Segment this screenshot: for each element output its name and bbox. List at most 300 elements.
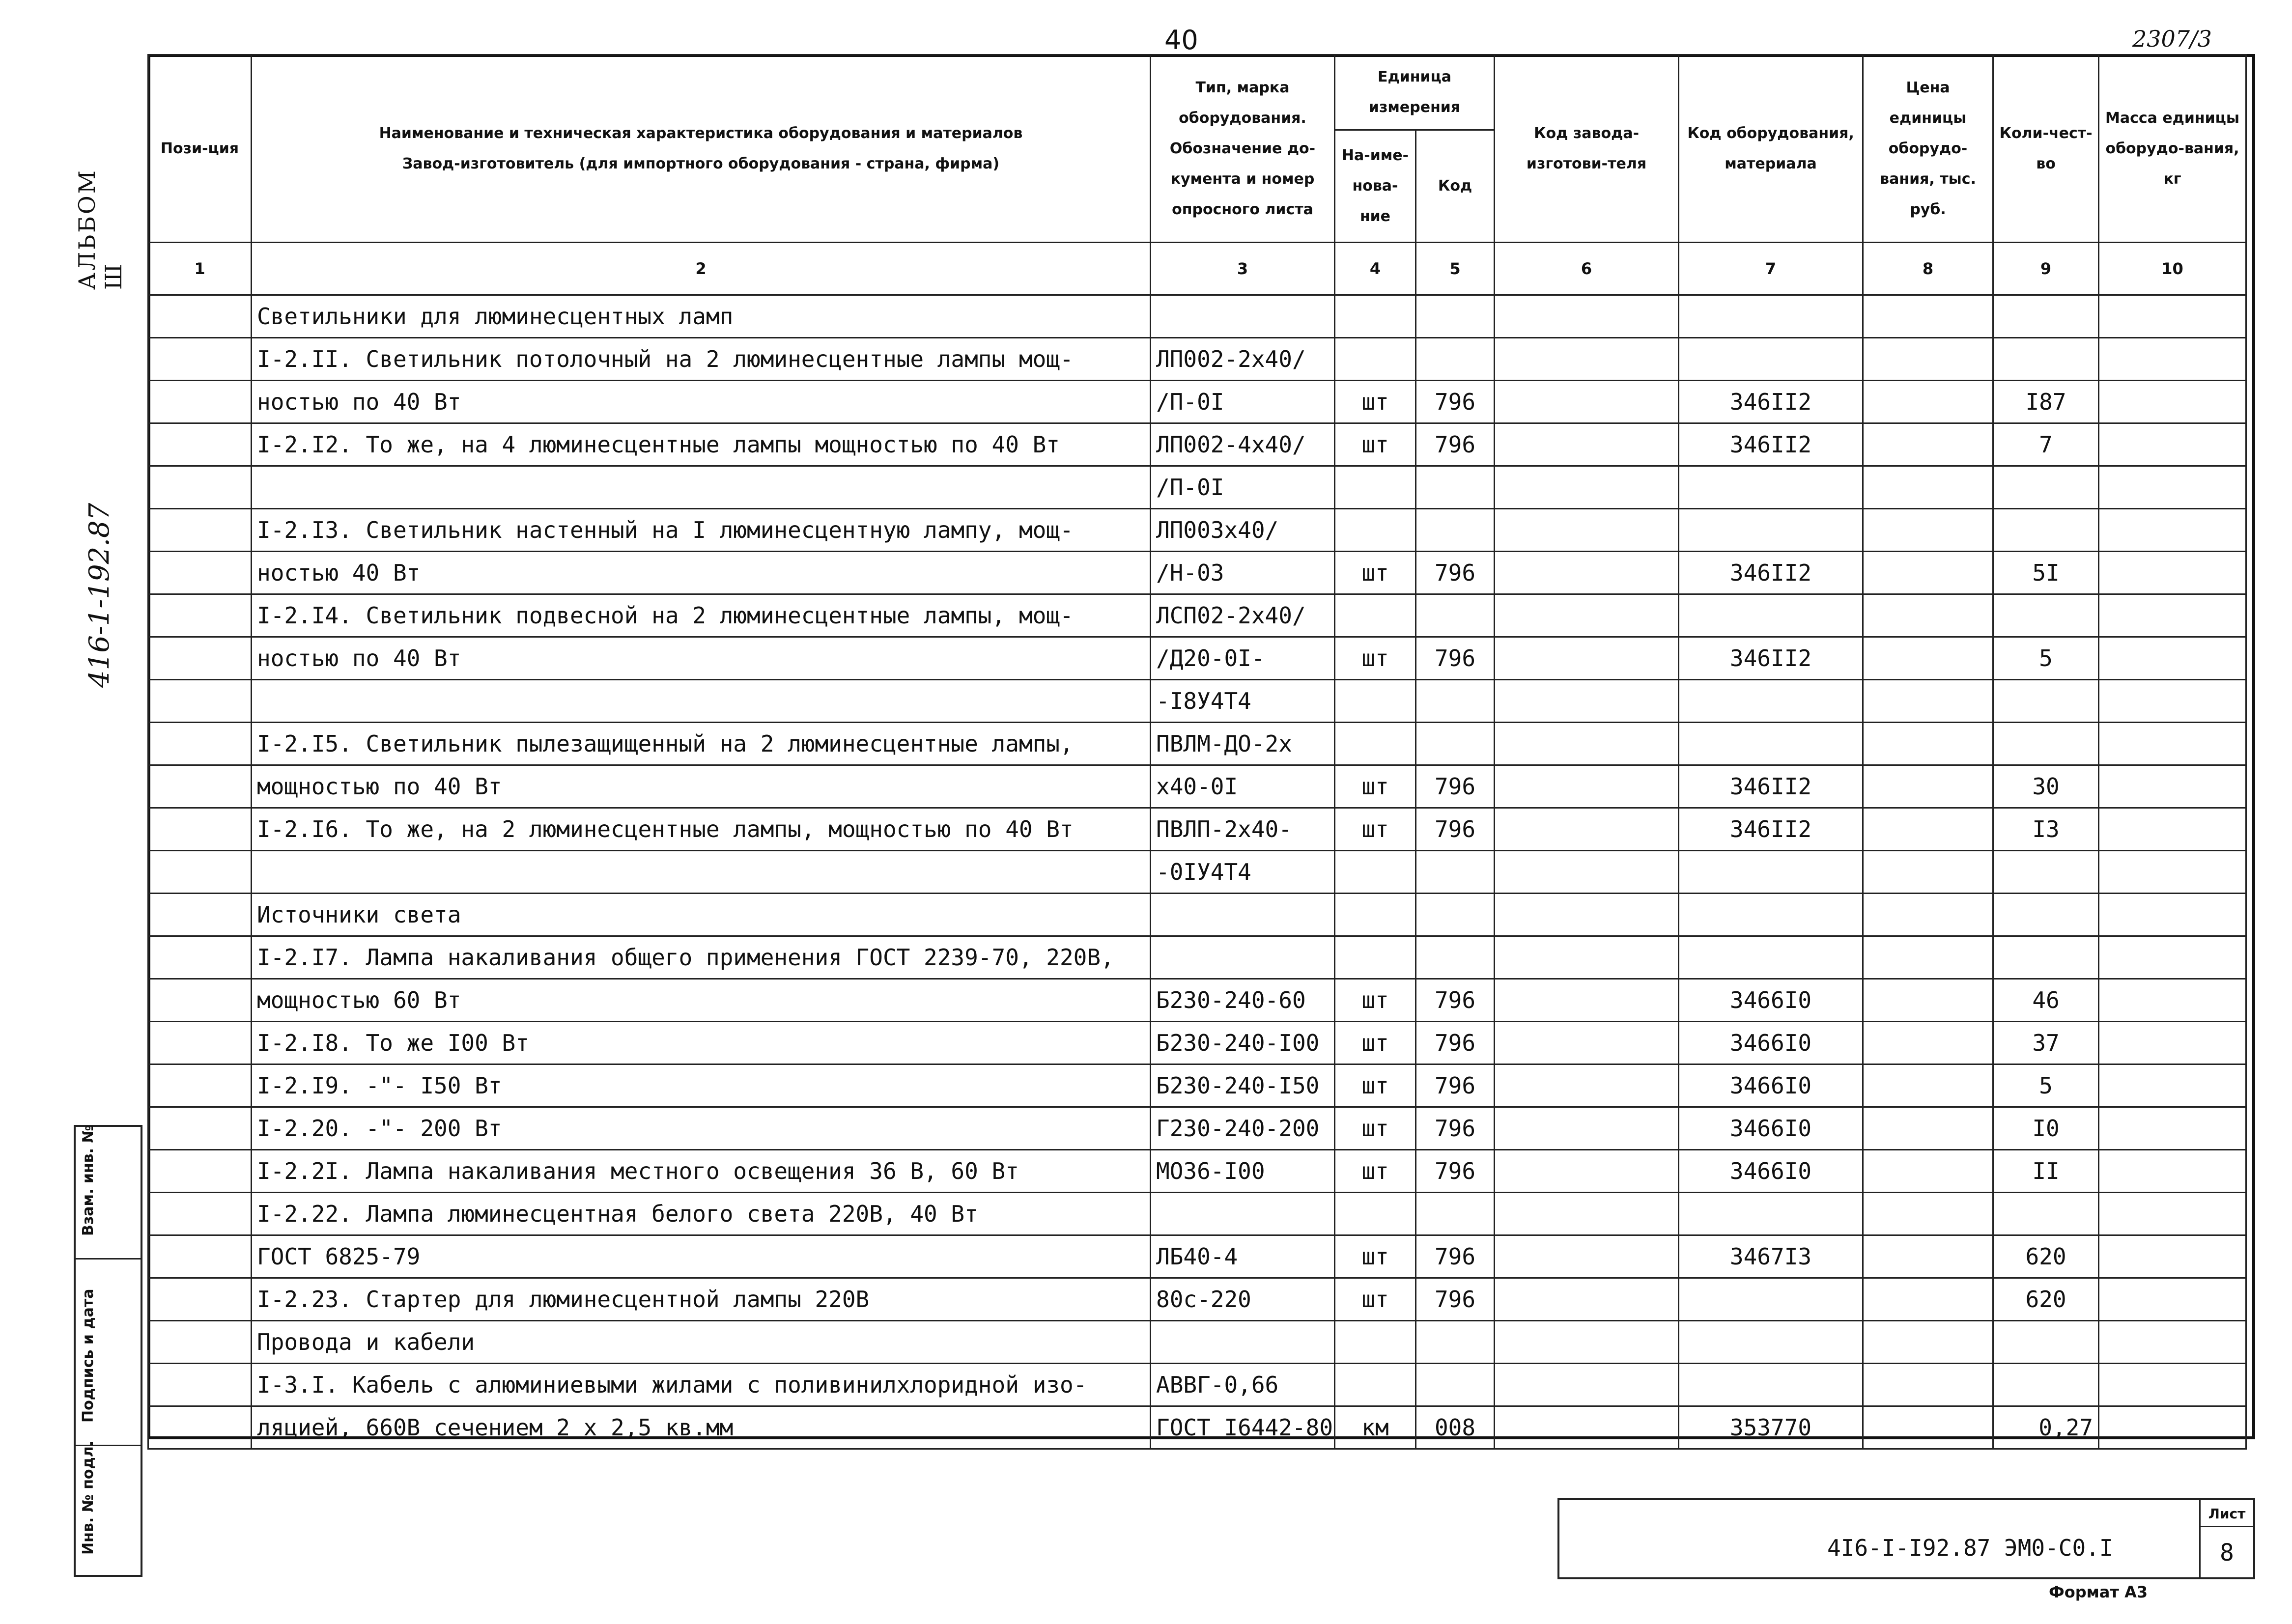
stamp-cell-inventory (76, 1440, 141, 1577)
cell-position (148, 1064, 252, 1107)
cell-position (148, 1235, 252, 1278)
cell-mass (2099, 1278, 2246, 1321)
cell-type: -0IУ4Т4 (1151, 851, 1335, 894)
paper-format: Формат А3 (2049, 1583, 2148, 1601)
cell-material-code (1679, 1364, 1863, 1406)
cell-quantity (1993, 338, 2099, 381)
cell-type: ЛСП02-2х40/ (1151, 594, 1335, 637)
cell-mass (2099, 723, 2246, 765)
cell-plant-code (1495, 936, 1679, 979)
cell-material-code (1679, 1193, 1863, 1235)
cell-type: /Н-03 (1151, 552, 1335, 594)
cell-quantity (1993, 1321, 2099, 1364)
stamp-label-inventory: Инв. № подл. (80, 1440, 97, 1555)
cell-name: ляцией, 660В сечением 2 х 2,5 кв.мм (252, 1406, 1151, 1449)
cell-quantity: 46 (1993, 979, 2099, 1022)
cell-unit: шт (1335, 1022, 1416, 1064)
cell-position (148, 295, 252, 338)
cell-unit (1335, 295, 1416, 338)
cell-material-code (1679, 338, 1863, 381)
cell-type: ЛБ40-4 (1151, 1235, 1335, 1278)
cell-material-code (1679, 594, 1863, 637)
cell-type: -I8У4Т4 (1151, 680, 1335, 723)
cell-quantity: 5 (1993, 1064, 2099, 1107)
cell-type: х40-0I (1151, 765, 1335, 808)
cell-unit-code (1416, 509, 1495, 552)
col-header-name (252, 55, 1151, 243)
cell-material-code: 3467I3 (1679, 1235, 1863, 1278)
cell-type: Б230-240-60 (1151, 979, 1335, 1022)
cell-name: I-2.I8. То же I00 Вт (252, 1022, 1151, 1064)
cell-type (1151, 295, 1335, 338)
title-block (1557, 1498, 2255, 1579)
table-row (148, 1364, 2246, 1406)
cell-plant-code (1495, 1321, 1679, 1364)
cell-unit-code: 796 (1416, 765, 1495, 808)
table-row (148, 1022, 2246, 1064)
cell-unit-code: 796 (1416, 808, 1495, 851)
cell-quantity: 7 (1993, 423, 2099, 466)
cell-plant-code (1495, 765, 1679, 808)
cell-mass (2099, 851, 2246, 894)
cell-position (148, 509, 252, 552)
cell-name: мощностью по 40 Вт (252, 765, 1151, 808)
cell-unit: шт (1335, 979, 1416, 1022)
cell-price (1863, 1022, 1993, 1064)
cell-price (1863, 637, 1993, 680)
column-number: 10 (2099, 243, 2246, 295)
cell-quantity (1993, 509, 2099, 552)
table-row (148, 509, 2246, 552)
cell-type: ПВЛМ-ДО-2х (1151, 723, 1335, 765)
cell-unit (1335, 466, 1416, 509)
cell-mass (2099, 1364, 2246, 1406)
cell-position (148, 723, 252, 765)
album-label: АЛЬБОМ Ш (74, 168, 127, 290)
cell-position (148, 851, 252, 894)
cell-material-code (1679, 851, 1863, 894)
cell-type (1151, 894, 1335, 936)
cell-unit (1335, 894, 1416, 936)
cell-quantity (1993, 1193, 2099, 1235)
cell-type: ПВЛП-2х40- (1151, 808, 1335, 851)
stamp-cell-replace (76, 1127, 141, 1260)
cell-price (1863, 423, 1993, 466)
cell-unit-code: 796 (1416, 637, 1495, 680)
cell-name (252, 851, 1151, 894)
cell-quantity: 37 (1993, 1022, 2099, 1064)
table-row (148, 936, 2246, 979)
cell-material-code (1679, 509, 1863, 552)
cell-plant-code (1495, 1107, 1679, 1150)
handwritten-code: 416-1-192.87 (84, 503, 115, 688)
cell-price (1863, 1064, 1993, 1107)
cell-plant-code (1495, 509, 1679, 552)
cell-mass (2099, 1235, 2246, 1278)
cell-plant-code (1495, 723, 1679, 765)
cell-quantity: 5I (1993, 552, 2099, 594)
cell-type: /Д20-0I- (1151, 637, 1335, 680)
cell-position (148, 1278, 252, 1321)
table-row (148, 680, 2246, 723)
cell-unit (1335, 851, 1416, 894)
cell-unit-code (1416, 594, 1495, 637)
cell-name: I-2.2I. Лампа накаливания местного освещения 36 В, 60 Вт (252, 1150, 1151, 1193)
cell-name: I-2.I6. То же, на 2 люминесцентные лампы, мощностью по 40 Вт (252, 808, 1151, 851)
cell-quantity (1993, 894, 2099, 936)
cell-unit: шт (1335, 552, 1416, 594)
cell-unit-code (1416, 1364, 1495, 1406)
cell-mass (2099, 381, 2246, 423)
cell-material-code (1679, 936, 1863, 979)
col-header-price: Цена единицы оборудо-вания, тыс. руб. (1863, 55, 1993, 243)
cell-unit (1335, 680, 1416, 723)
cell-name: I-2.23. Стартер для люминесцентной лампы 220В (252, 1278, 1151, 1321)
cell-price (1863, 594, 1993, 637)
cell-plant-code (1495, 808, 1679, 851)
cell-type: Г230-240-200 (1151, 1107, 1335, 1150)
cell-unit-code: 796 (1416, 423, 1495, 466)
cell-unit: шт (1335, 637, 1416, 680)
cell-plant-code (1495, 466, 1679, 509)
column-number: 4 (1335, 243, 1416, 295)
col-header-unit-group: Единица измерения (1335, 55, 1495, 130)
cell-unit-code (1416, 1321, 1495, 1364)
cell-unit: шт (1335, 1278, 1416, 1321)
cell-unit: шт (1335, 1107, 1416, 1150)
cell-mass (2099, 637, 2246, 680)
cell-unit: шт (1335, 381, 1416, 423)
table-row (148, 1321, 2246, 1364)
cell-price (1863, 1235, 1993, 1278)
cell-material-code: 346II2 (1679, 552, 1863, 594)
cell-name: I-2.I5. Светильник пылезащищенный на 2 люминесцентные лампы, (252, 723, 1151, 765)
table-row (148, 637, 2246, 680)
cell-price (1863, 1193, 1993, 1235)
cell-name: Провода и кабели (252, 1321, 1151, 1364)
cell-name: I-3.I. Кабель с алюминиевыми жилами с поливинилхлоридной изо- (252, 1364, 1151, 1406)
cell-plant-code (1495, 1235, 1679, 1278)
cell-plant-code (1495, 295, 1679, 338)
cell-unit (1335, 936, 1416, 979)
table-row (148, 894, 2246, 936)
cell-unit-code: 796 (1416, 1150, 1495, 1193)
cell-price (1863, 765, 1993, 808)
table-row (148, 338, 2246, 381)
cell-name: ностью по 40 Вт (252, 637, 1151, 680)
cell-unit-code (1416, 338, 1495, 381)
cell-price (1863, 1278, 1993, 1321)
column-number: 8 (1863, 243, 1993, 295)
cell-price (1863, 723, 1993, 765)
cell-material-code: 353770 (1679, 1406, 1863, 1449)
col-header-position: Пози-ция (148, 55, 252, 243)
cell-type: Б230-240-I00 (1151, 1022, 1335, 1064)
cell-unit-code: 796 (1416, 552, 1495, 594)
cell-unit-code (1416, 680, 1495, 723)
cell-price (1863, 979, 1993, 1022)
cell-name: Светильники для люминесцентных ламп (252, 295, 1151, 338)
cell-type: ЛП003х40/ (1151, 509, 1335, 552)
col-header-name-line1: Наименование и техническая характеристика оборудования и материалов (379, 124, 1023, 142)
cell-name (252, 466, 1151, 509)
cell-price (1863, 808, 1993, 851)
cell-material-code: 346II2 (1679, 765, 1863, 808)
cell-price (1863, 338, 1993, 381)
cell-unit-code (1416, 295, 1495, 338)
cell-mass (2099, 552, 2246, 594)
cell-unit-code (1416, 1193, 1495, 1235)
table-row (148, 1235, 2246, 1278)
column-number: 3 (1151, 243, 1335, 295)
table-row (148, 1064, 2246, 1107)
cell-name: I-2.II. Светильник потолочный на 2 люминесцентные лампы мощ- (252, 338, 1151, 381)
table-row (148, 295, 2246, 338)
cell-mass (2099, 1321, 2246, 1364)
cell-name: I-2.20. -"- 200 Вт (252, 1107, 1151, 1150)
cell-unit-code: 796 (1416, 1064, 1495, 1107)
cell-material-code (1679, 1321, 1863, 1364)
cell-position (148, 680, 252, 723)
cell-name: Источники света (252, 894, 1151, 936)
cell-unit-code: 796 (1416, 1278, 1495, 1321)
cell-material-code (1679, 680, 1863, 723)
cell-mass (2099, 1107, 2246, 1150)
cell-unit-code (1416, 466, 1495, 509)
cell-price (1863, 936, 1993, 979)
cell-position (148, 594, 252, 637)
cell-mass (2099, 1406, 2246, 1449)
cell-price (1863, 381, 1993, 423)
cell-mass (2099, 509, 2246, 552)
column-number-row (148, 243, 2246, 295)
cell-position (148, 1406, 252, 1449)
cell-quantity: 0,27 (1993, 1406, 2099, 1449)
cell-mass (2099, 295, 2246, 338)
cell-position (148, 423, 252, 466)
cell-unit (1335, 509, 1416, 552)
cell-quantity: 620 (1993, 1235, 2099, 1278)
cell-mass (2099, 936, 2246, 979)
cell-unit-code: 796 (1416, 979, 1495, 1022)
cell-position (148, 1022, 252, 1064)
column-number: 9 (1993, 243, 2099, 295)
col-header-type: Тип, марка оборудования. Обозначение до-кумента и номер опросного листа (1151, 55, 1335, 243)
cell-plant-code (1495, 851, 1679, 894)
cell-unit-code (1416, 851, 1495, 894)
cell-position (148, 466, 252, 509)
cell-material-code (1679, 723, 1863, 765)
cell-name: I-2.I4. Светильник подвесной на 2 люминесцентные лампы, мощ- (252, 594, 1151, 637)
table-row (148, 1193, 2246, 1235)
column-number: 2 (252, 243, 1151, 295)
cell-price (1863, 851, 1993, 894)
page-number: 40 (1164, 25, 1198, 56)
cell-unit: км (1335, 1406, 1416, 1449)
cell-quantity (1993, 851, 2099, 894)
cell-plant-code (1495, 1193, 1679, 1235)
cell-mass (2099, 765, 2246, 808)
cell-plant-code (1495, 680, 1679, 723)
cell-plant-code (1495, 637, 1679, 680)
cell-position (148, 1321, 252, 1364)
cell-mass (2099, 338, 2246, 381)
cell-unit-code: 796 (1416, 1235, 1495, 1278)
stamp-cell-signature (76, 1260, 141, 1446)
cell-material-code (1679, 1278, 1863, 1321)
cell-position (148, 936, 252, 979)
cell-plant-code (1495, 552, 1679, 594)
cell-type: МО36-I00 (1151, 1150, 1335, 1193)
cell-unit: шт (1335, 423, 1416, 466)
cell-name: мощностью 60 Вт (252, 979, 1151, 1022)
cell-mass (2099, 1150, 2246, 1193)
cell-position (148, 1150, 252, 1193)
cell-type: ГОСТ I6442-80 (1151, 1406, 1335, 1449)
table-row (148, 1150, 2246, 1193)
cell-unit (1335, 1321, 1416, 1364)
cell-unit-code (1416, 894, 1495, 936)
cell-type: АВВГ-0,66 (1151, 1364, 1335, 1406)
cell-type: /П-0I (1151, 381, 1335, 423)
cell-price (1863, 552, 1993, 594)
cell-unit (1335, 1364, 1416, 1406)
col-header-unit-name: На-име-нова-ние (1335, 130, 1416, 243)
cell-mass (2099, 423, 2246, 466)
table-row (148, 423, 2246, 466)
cell-plant-code (1495, 1150, 1679, 1193)
cell-type: ЛП002-4х40/ (1151, 423, 1335, 466)
cell-material-code: 3466I0 (1679, 1150, 1863, 1193)
col-header-name-line2: Завод-изготовитель (для импортного оборудования - страна, фирма) (402, 155, 1000, 172)
cell-name: I-2.I3. Светильник настенный на I люминесцентную лампу, мощ- (252, 509, 1151, 552)
cell-name: I-2.I2. То же, на 4 люминесцентные лампы мощностью по 40 Вт (252, 423, 1151, 466)
cell-material-code (1679, 894, 1863, 936)
cell-unit (1335, 594, 1416, 637)
cell-quantity (1993, 936, 2099, 979)
cell-material-code: 346II2 (1679, 808, 1863, 851)
table-row (148, 1278, 2246, 1321)
cell-name (252, 680, 1151, 723)
cell-unit: шт (1335, 1150, 1416, 1193)
cell-unit (1335, 1193, 1416, 1235)
cell-quantity: I0 (1993, 1107, 2099, 1150)
cell-price (1863, 1150, 1993, 1193)
cell-quantity: 620 (1993, 1278, 2099, 1321)
cell-position (148, 381, 252, 423)
cell-plant-code (1495, 338, 1679, 381)
col-header-mass: Масса единицы оборудо-вания, кг (2099, 55, 2246, 243)
cell-price (1863, 1107, 1993, 1150)
cell-quantity (1993, 723, 2099, 765)
cell-plant-code (1495, 979, 1679, 1022)
cell-quantity (1993, 466, 2099, 509)
cell-mass (2099, 594, 2246, 637)
cell-position (148, 979, 252, 1022)
table-row (148, 979, 2246, 1022)
table-row (148, 381, 2246, 423)
column-number: 5 (1416, 243, 1495, 295)
col-header-quantity: Коли-чест-во (1993, 55, 2099, 243)
cell-mass (2099, 680, 2246, 723)
cell-price (1863, 1364, 1993, 1406)
cell-material-code: 346II2 (1679, 637, 1863, 680)
table-body (148, 295, 2246, 1449)
cell-quantity (1993, 295, 2099, 338)
column-number: 6 (1495, 243, 1679, 295)
cell-unit-code (1416, 723, 1495, 765)
cell-mass (2099, 1193, 2246, 1235)
cell-plant-code (1495, 423, 1679, 466)
cell-material-code: 3466I0 (1679, 1107, 1863, 1150)
cell-unit: шт (1335, 808, 1416, 851)
cell-price (1863, 1406, 1993, 1449)
cell-plant-code (1495, 381, 1679, 423)
cell-position (148, 1193, 252, 1235)
cell-type (1151, 1321, 1335, 1364)
cell-mass (2099, 466, 2246, 509)
cell-plant-code (1495, 1364, 1679, 1406)
cell-quantity: 5 (1993, 637, 2099, 680)
cell-position (148, 1107, 252, 1150)
table-row (148, 723, 2246, 765)
cell-unit-code: 008 (1416, 1406, 1495, 1449)
cell-material-code: 3466I0 (1679, 1064, 1863, 1107)
column-number: 1 (148, 243, 252, 295)
cell-unit-code: 796 (1416, 381, 1495, 423)
table-row (148, 1406, 2246, 1449)
cell-name: ностью 40 Вт (252, 552, 1151, 594)
cell-type: ЛП002-2х40/ (1151, 338, 1335, 381)
cell-plant-code (1495, 1406, 1679, 1449)
cell-price (1863, 680, 1993, 723)
cell-type: /П-0I (1151, 466, 1335, 509)
col-header-material-code: Код оборудования, материала (1679, 55, 1863, 243)
cell-mass (2099, 894, 2246, 936)
cell-plant-code (1495, 894, 1679, 936)
cell-name: I-2.22. Лампа люминесцентная белого света 220В, 40 Вт (252, 1193, 1151, 1235)
cell-plant-code (1495, 1278, 1679, 1321)
cell-mass (2099, 1064, 2246, 1107)
cell-name: ностью по 40 Вт (252, 381, 1151, 423)
col-header-unit-code: Код (1416, 130, 1495, 243)
cell-position (148, 894, 252, 936)
doc-ref: 2307/3 (2132, 26, 2212, 52)
cell-name: I-2.I9. -"- I50 Вт (252, 1064, 1151, 1107)
cell-price (1863, 466, 1993, 509)
specification-table (147, 54, 2247, 1450)
column-number: 7 (1679, 243, 1863, 295)
sheet-number: 8 (2199, 1527, 2253, 1579)
cell-position (148, 765, 252, 808)
cell-quantity: II (1993, 1150, 2099, 1193)
cell-quantity: 30 (1993, 765, 2099, 808)
table-row (148, 466, 2246, 509)
cell-position (148, 552, 252, 594)
cell-quantity (1993, 1364, 2099, 1406)
cell-material-code: 346II2 (1679, 423, 1863, 466)
table-row (148, 594, 2246, 637)
cell-type (1151, 936, 1335, 979)
cell-quantity (1993, 594, 2099, 637)
sheet-label: Лист (2199, 1500, 2253, 1527)
cell-plant-code (1495, 594, 1679, 637)
cell-type (1151, 1193, 1335, 1235)
cell-quantity: I87 (1993, 381, 2099, 423)
cell-unit: шт (1335, 1064, 1416, 1107)
cell-position (148, 1364, 252, 1406)
cell-price (1863, 295, 1993, 338)
